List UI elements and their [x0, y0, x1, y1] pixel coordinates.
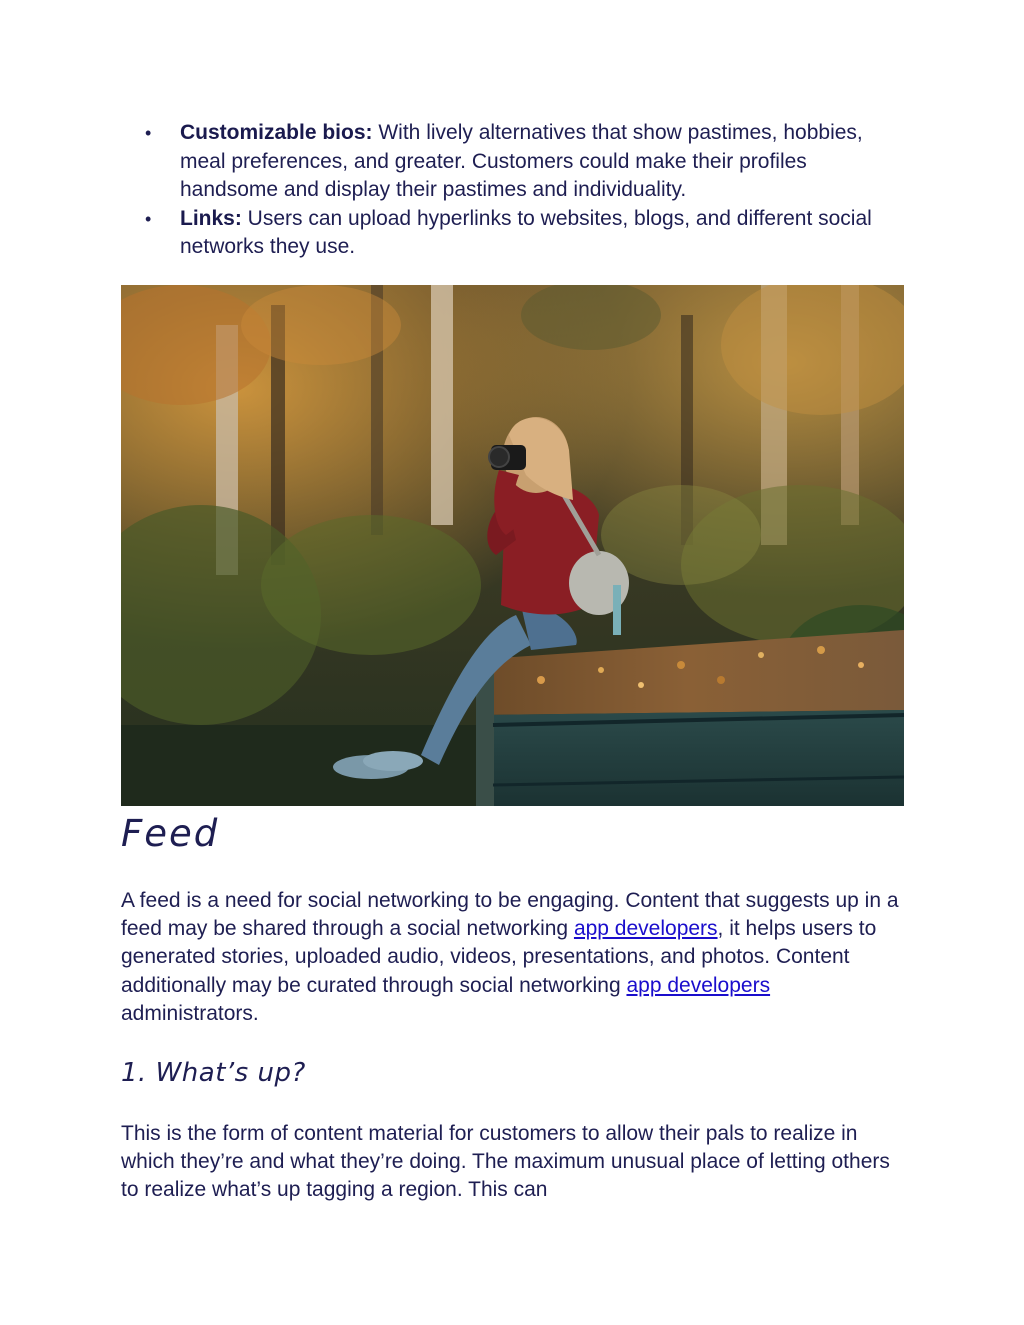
- bullet-dot-icon: •: [145, 208, 152, 229]
- feed-heading: Feed: [121, 812, 220, 855]
- bullet-title: Links:: [180, 206, 242, 230]
- bullet-title: Customizable bios:: [180, 121, 373, 144]
- feed-text-part1: A feed is a need for social networking to be engaging. Content that suggests up in a feed may be shared through a social networking: [121, 889, 899, 941]
- forest-photographer-illustration: [121, 285, 904, 806]
- whats-up-heading: 1. What’s up?: [121, 1058, 306, 1088]
- whats-up-paragraph: This is the form of content material for customers to allow their pals to realize in which they’re and what they’re doing. The maximum unusual place of letting others to realize what’s up tagging a region. This can: [121, 1122, 890, 1202]
- app-developers-link-2[interactable]: app developers: [626, 973, 771, 997]
- article-photo: [121, 285, 904, 806]
- feed-paragraph: [121, 887, 911, 1028]
- bullet-item-bios: [120, 119, 910, 205]
- bullet-text: With lively alternatives that show pastimes, hobbies, meal preferences, and greater. Customers could make their profiles handsome and display their pastimes and individuality.: [180, 121, 863, 201]
- feed-text-part3: administrators.: [121, 1001, 259, 1025]
- bullet-item-links: [120, 205, 910, 262]
- app-developers-link-1[interactable]: app developers: [573, 917, 718, 941]
- feature-bullet-list: [120, 119, 910, 262]
- bullet-dot-icon: •: [145, 123, 152, 143]
- bullet-text: Users can upload hyperlinks to websites, blogs, and different social networks they use.: [180, 206, 872, 258]
- feed-text-part2: , it helps users to generated stories, uploaded audio, videos, presentations, and photos. Content additionally may be curated through social networking: [121, 917, 877, 997]
